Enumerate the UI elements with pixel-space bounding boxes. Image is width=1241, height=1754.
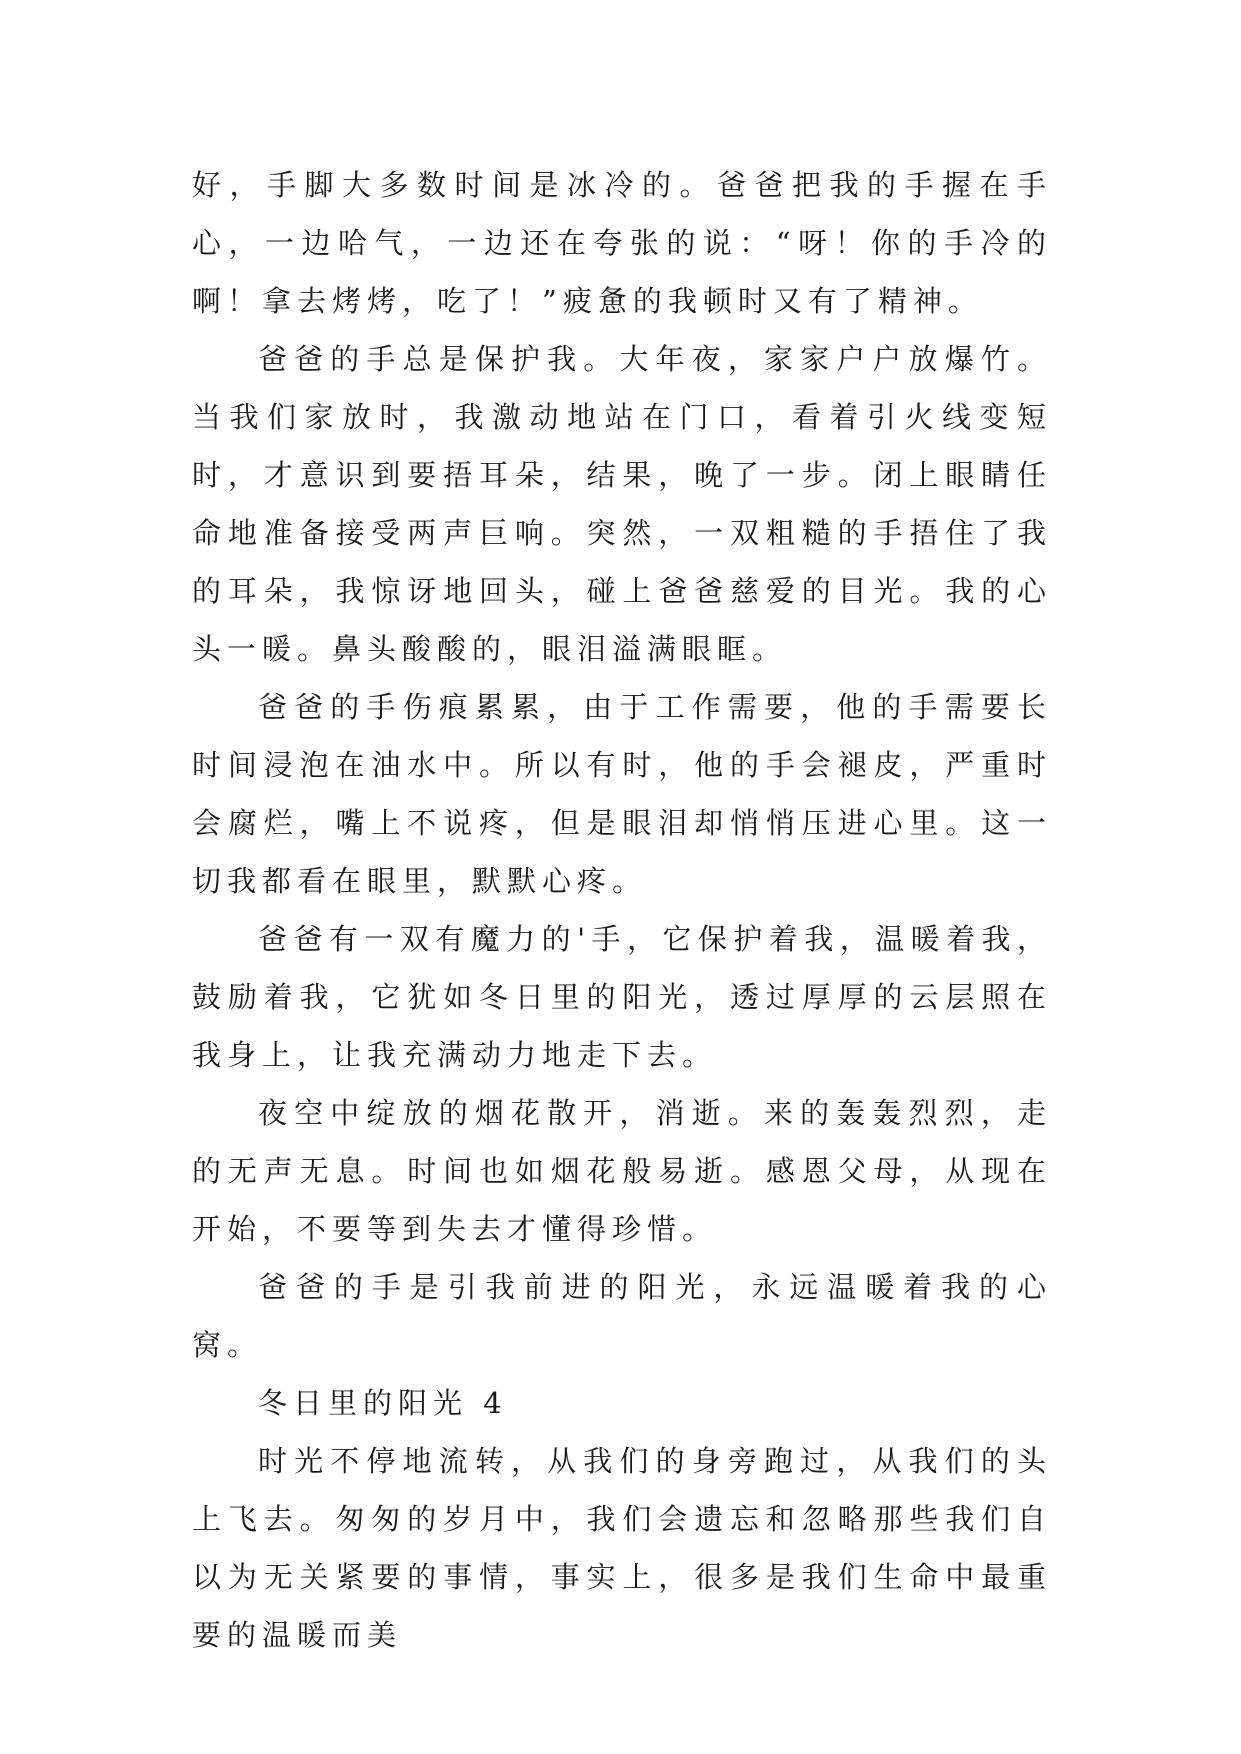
paragraph: 时光不停地流转，从我们的身旁跑过，从我们的头上飞去。匆匆的岁月中，我们会遗忘和忽略那些我们自以为无关紧要的事情，事实上，很多是我们生命中最重要的温暖而美 <box>192 1444 1052 1652</box>
section-heading: 冬日里的阳光 4 <box>258 1386 508 1420</box>
document-body <box>192 156 1052 1664</box>
paragraph: 好，手脚大多数时间是冰冷的。爸爸把我的手握在手心，一边哈气，一边还在夸张的说：“呀！你的手冷的啊！拿去烤烤，吃了！”疲惫的我顿时又有了精神。 <box>192 168 1052 318</box>
paragraph: 夜空中绽放的烟花散开，消逝。来的轰轰烈烈，走的无声无息。时间也如烟花般易逝。感恩父母，从现在开始，不要等到失去才懂得珍惜。 <box>192 1096 1052 1246</box>
paragraph: 爸爸的手总是保护我。大年夜，家家户户放爆竹。当我们家放时，我激动地站在门口，看着引火线变短时，才意识到要捂耳朵，结果，晚了一步。闭上眼睛任命地准备接受两声巨响。突然，一双粗糙的手捂住了我的耳朵，我惊讶地回头，碰上爸爸慈爱的目光。我的心头一暖。鼻头酸酸的，眼泪溢满眼眶。 <box>192 342 1052 666</box>
paragraph: 爸爸的手伤痕累累，由于工作需要，他的手需要长时间浸泡在油水中。所以有时，他的手会褪皮，严重时会腐烂，嘴上不说疼，但是眼泪却悄悄压进心里。这一切我都看在眼里，默默心疼。 <box>192 690 1052 898</box>
paragraph: 爸爸的手是引我前进的阳光，永远温暖着我的心窝。 <box>192 1270 1052 1362</box>
paragraph: 爸爸有一双有魔力的'手，它保护着我，温暖着我，鼓励着我，它犹如冬日里的阳光，透过厚厚的云层照在我身上，让我充满动力地走下去。 <box>192 922 1052 1072</box>
